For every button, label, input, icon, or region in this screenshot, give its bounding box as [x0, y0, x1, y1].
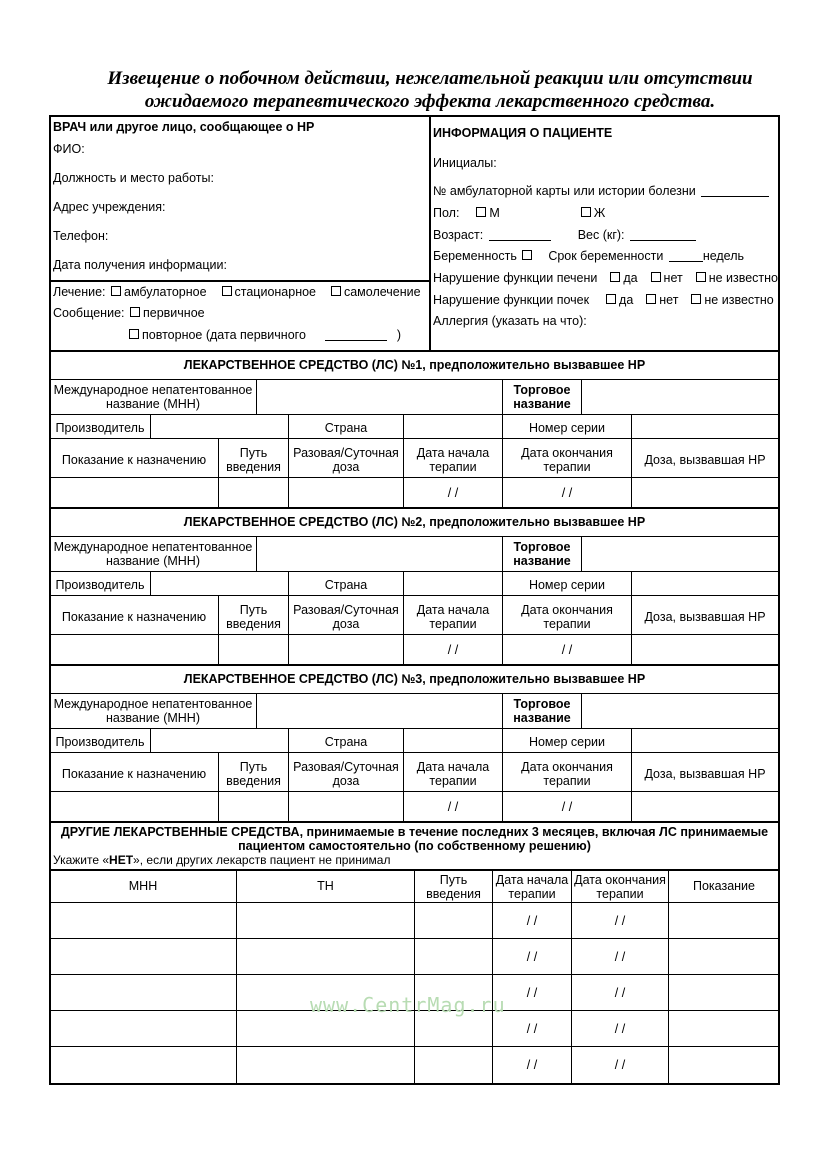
drug3-adr-dose-field[interactable] [632, 792, 778, 821]
pregnancy-term-field[interactable] [669, 250, 703, 262]
drug3-start-field[interactable]: / / [447, 800, 459, 814]
outpatient-checkbox[interactable] [111, 286, 121, 296]
drug2-inn-label: Международное непатентованное название (МНН) [53, 540, 253, 568]
other-row-end-field[interactable]: / / [614, 914, 626, 928]
drug2-dose-field[interactable] [289, 635, 403, 664]
repeat-label: повторное (дата первичного [142, 328, 306, 342]
other-row-inn-field[interactable] [50, 1010, 236, 1046]
other-row-route-field[interactable] [415, 938, 492, 974]
drug3-end-field[interactable]: / / [561, 800, 573, 814]
other-row-start-field[interactable]: / / [526, 1022, 538, 1036]
patient-weight-label: Вес (кг): [577, 228, 625, 242]
other-row-inn-field[interactable] [50, 974, 236, 1010]
drug2-adr-dose-field[interactable] [632, 635, 778, 664]
drug3-trade-label: Торговое название [513, 697, 571, 725]
drug2-dose-label: Разовая/Суточная доза [293, 603, 399, 631]
drug1-start-label: Дата начала терапии [416, 446, 490, 474]
drug3-batch-field[interactable] [632, 729, 778, 752]
other-row-start-field[interactable]: / / [526, 950, 538, 964]
kidney-yes-label: да [619, 293, 634, 307]
drug2-end-label: Дата окончания терапии [521, 603, 613, 631]
drug2-batch-label: Номер серии [528, 578, 606, 592]
treatment-label: Лечение: [53, 285, 106, 299]
drug2-manufacturer-label: Производитель [55, 578, 145, 592]
drug1-batch-label: Номер серии [528, 421, 606, 435]
reporter-position-label[interactable]: Должность и место работы: [53, 171, 214, 185]
other-row-start-field[interactable]: / / [526, 914, 538, 928]
drug3-trade-field[interactable] [582, 694, 778, 728]
repeat-row [127, 328, 401, 342]
drug2-country-label: Страна [324, 578, 368, 592]
drug1-adr-dose-field[interactable] [632, 478, 778, 507]
liver-label: Нарушение функции печени [433, 271, 598, 285]
kidney-unknown-label: не известно [704, 293, 774, 307]
drug1-end-label: Дата окончания терапии [521, 446, 613, 474]
drug1-country-label: Страна [324, 421, 368, 435]
female-label: Ж [593, 206, 606, 220]
drug1-end-field[interactable]: / / [561, 486, 573, 500]
watermark: www.CentrMag.ru [310, 993, 506, 1017]
pregnancy-label: Беременность [433, 249, 517, 263]
drug1-dose-label: Разовая/Суточная доза [293, 446, 399, 474]
drug2-adr-dose-label: Доза, вызвавшая НР [644, 610, 766, 624]
pregnancy-checkbox[interactable] [522, 250, 532, 260]
allergy-label[interactable]: Аллергия (указать на что): [433, 314, 587, 328]
drug3-route-field[interactable] [219, 792, 288, 821]
patient-card-label: № амбулаторной карты или истории болезни [433, 184, 696, 198]
drug3-inn-label: Международное непатентованное название (МНН) [53, 697, 253, 725]
other-col-tn: ТН [317, 879, 334, 893]
drug1-country-field[interactable] [404, 415, 502, 438]
other-col-start: Дата начала терапии [495, 873, 569, 901]
patient-age-label: Возраст: [433, 228, 484, 242]
kidney-no-label: нет [659, 293, 679, 307]
drug1-start-field[interactable]: / / [447, 486, 459, 500]
male-checkbox[interactable] [476, 207, 486, 217]
other-drugs-header-line1: ДРУГИЕ ЛЕКАРСТВЕННЫЕ СРЕДСТВА, принимаемые в течение последних 3 месяцев, включая ЛС принимаемые [60, 825, 769, 839]
note-post: », если других лекарств пациент не принимал [133, 853, 391, 867]
drug2-manufacturer-field[interactable] [151, 572, 288, 595]
drug2-inn-field[interactable] [257, 537, 501, 571]
other-row-route-field[interactable] [415, 1046, 492, 1082]
inpatient-checkbox[interactable] [222, 286, 232, 296]
drug1-trade-label: Торговое название [513, 383, 571, 411]
inpatient-label: стационарное [234, 285, 317, 299]
other-col-indication: Показание [692, 879, 755, 893]
male-label: М [489, 206, 500, 220]
other-row-start-field[interactable]: / / [526, 986, 538, 1000]
other-row-end-field[interactable]: / / [614, 986, 626, 1000]
message-label: Сообщение: [53, 306, 125, 320]
drug2-start-field[interactable]: / / [447, 643, 459, 657]
drug1-header: ЛЕКАРСТВЕННОЕ СРЕДСТВО (ЛС) №1, предположительно вызвавшее НР [183, 358, 646, 372]
other-row-start-field[interactable]: / / [526, 1058, 538, 1072]
drug3-manufacturer-field[interactable] [151, 729, 288, 752]
reporter-address-label[interactable]: Адрес учреждения: [53, 200, 166, 214]
drug3-indication-field[interactable] [50, 792, 218, 821]
drug3-manufacturer-label: Производитель [55, 735, 145, 749]
liver-unknown-checkbox[interactable] [696, 272, 706, 282]
other-col-inn: МНН [128, 879, 158, 893]
liver-yes-label: да [623, 271, 638, 285]
drug1-route-field[interactable] [219, 478, 288, 507]
drug1-route-label: Путь введения [226, 446, 281, 474]
drug2-trade-label: Торговое название [513, 540, 571, 568]
other-drugs-header-line2: пациентом самостоятельно (по собственному решению) [238, 839, 591, 853]
female-checkbox[interactable] [581, 207, 591, 217]
drug1-trade-field[interactable] [582, 380, 778, 414]
weeks-label: недель [702, 249, 745, 263]
patient-card-field[interactable] [701, 185, 769, 197]
patient-card-row [433, 184, 769, 198]
drug2-start-label: Дата начала терапии [416, 603, 490, 631]
other-row-indication-field[interactable] [669, 1010, 779, 1046]
other-row-inn-field[interactable] [50, 1046, 236, 1082]
repeat-close: ) [396, 328, 402, 342]
other-row-indication-field[interactable] [669, 902, 779, 938]
other-row-end-field[interactable]: / / [614, 1058, 626, 1072]
repeat-checkbox[interactable] [129, 329, 139, 339]
patient-header: ИНФОРМАЦИЯ О ПАЦИЕНТЕ [433, 126, 613, 140]
kidney-row [433, 293, 774, 307]
drug1-batch-field[interactable] [632, 415, 778, 438]
kidney-label: Нарушение функции почек [433, 293, 590, 307]
drug3-dose-label: Разовая/Суточная доза [293, 760, 399, 788]
other-row-inn-field[interactable] [50, 938, 236, 974]
primary-checkbox[interactable] [130, 307, 140, 317]
drug3-end-label: Дата окончания терапии [521, 760, 613, 788]
drug1-inn-label: Международное непатентованное название (МНН) [53, 383, 253, 411]
drug2-route-label: Путь введения [226, 603, 281, 631]
drug3-dose-field[interactable] [289, 792, 403, 821]
reporter-fio-label[interactable]: ФИО: [53, 142, 85, 156]
drug2-trade-field[interactable] [582, 537, 778, 571]
primary-date-field[interactable] [325, 329, 387, 341]
drug3-indication-label: Показание к назначению [61, 767, 207, 781]
patient-initials-label[interactable]: Инициалы: [433, 156, 497, 170]
reporter-header: ВРАЧ или другое лицо, сообщающее о НР [53, 120, 315, 134]
drug2-batch-field[interactable] [632, 572, 778, 595]
other-col-end: Дата окончания терапии [574, 873, 666, 901]
self-treatment-checkbox[interactable] [331, 286, 341, 296]
patient-sex-label: Пол: [433, 206, 460, 220]
liver-yes-checkbox[interactable] [610, 272, 620, 282]
other-row-route-field[interactable] [415, 902, 492, 938]
other-drugs-note [53, 853, 390, 867]
self-treatment-label: самолечение [343, 285, 421, 299]
message-row [53, 306, 205, 320]
reporter-date-label[interactable]: Дата получения информации: [53, 258, 227, 272]
other-row-indication-field[interactable] [669, 938, 779, 974]
drug3-route-label: Путь введения [226, 760, 281, 788]
drug2-end-field[interactable]: / / [561, 643, 573, 657]
drug1-inn-field[interactable] [257, 380, 501, 414]
drug3-header: ЛЕКАРСТВЕННОЕ СРЕДСТВО (ЛС) №3, предположительно вызвавшее НР [183, 672, 646, 686]
other-col-route: Путь введения [426, 873, 481, 901]
liver-no-checkbox[interactable] [651, 272, 661, 282]
drug3-batch-label: Номер серии [528, 735, 606, 749]
other-row-tn-field[interactable] [237, 902, 414, 938]
drug3-start-label: Дата начала терапии [416, 760, 490, 788]
drug1-adr-dose-label: Доза, вызвавшая НР [644, 453, 766, 467]
drug2-header: ЛЕКАРСТВЕННОЕ СРЕДСТВО (ЛС) №2, предположительно вызвавшее НР [183, 515, 646, 529]
note-bold: НЕТ [109, 853, 134, 867]
patient-age-field[interactable] [489, 229, 551, 241]
drug3-adr-dose-label: Доза, вызвавшая НР [644, 767, 766, 781]
patient-weight-field[interactable] [630, 229, 696, 241]
note-pre: Укажите « [53, 853, 110, 867]
liver-no-label: нет [663, 271, 683, 285]
drug2-indication-field[interactable] [50, 635, 218, 664]
treatment-row [53, 285, 421, 299]
kidney-yes-checkbox[interactable] [606, 294, 616, 304]
outpatient-label: амбулаторное [124, 285, 207, 299]
other-row-end-field[interactable]: / / [614, 1022, 626, 1036]
drug3-country-label: Страна [324, 735, 368, 749]
reporter-phone-label[interactable]: Телефон: [53, 229, 109, 243]
other-row-indication-field[interactable] [669, 974, 779, 1010]
liver-row [433, 271, 778, 285]
other-row-end-field[interactable]: / / [614, 950, 626, 964]
patient-sex-row [433, 206, 605, 220]
other-row-tn-field[interactable] [237, 1046, 414, 1082]
primary-label: первичное [142, 306, 205, 320]
kidney-no-checkbox[interactable] [646, 294, 656, 304]
other-row-tn-field[interactable] [237, 938, 414, 974]
drug3-country-field[interactable] [404, 729, 502, 752]
drug1-indication-field[interactable] [50, 478, 218, 507]
other-row-inn-field[interactable] [50, 902, 236, 938]
drug1-dose-field[interactable] [289, 478, 403, 507]
patient-pregnancy-row [433, 249, 744, 263]
pregnancy-term-label: Срок беременности [548, 249, 664, 263]
drug2-country-field[interactable] [404, 572, 502, 595]
drug3-inn-field[interactable] [257, 694, 501, 728]
drug2-route-field[interactable] [219, 635, 288, 664]
drug1-manufacturer-field[interactable] [151, 415, 288, 438]
form-title-line1: Извещение о побочном действии, нежелательной реакции или отсутствии [107, 68, 753, 89]
drug1-manufacturer-label: Производитель [55, 421, 145, 435]
patient-age-row [433, 228, 696, 242]
liver-unknown-label: не известно [708, 271, 779, 285]
drug1-indication-label: Показание к назначению [61, 453, 207, 467]
drug2-indication-label: Показание к назначению [61, 610, 207, 624]
form-title-line2: ожидаемого терапевтического эффекта лекарственного средства. [144, 91, 716, 112]
kidney-unknown-checkbox[interactable] [691, 294, 701, 304]
other-row-indication-field[interactable] [669, 1046, 779, 1082]
